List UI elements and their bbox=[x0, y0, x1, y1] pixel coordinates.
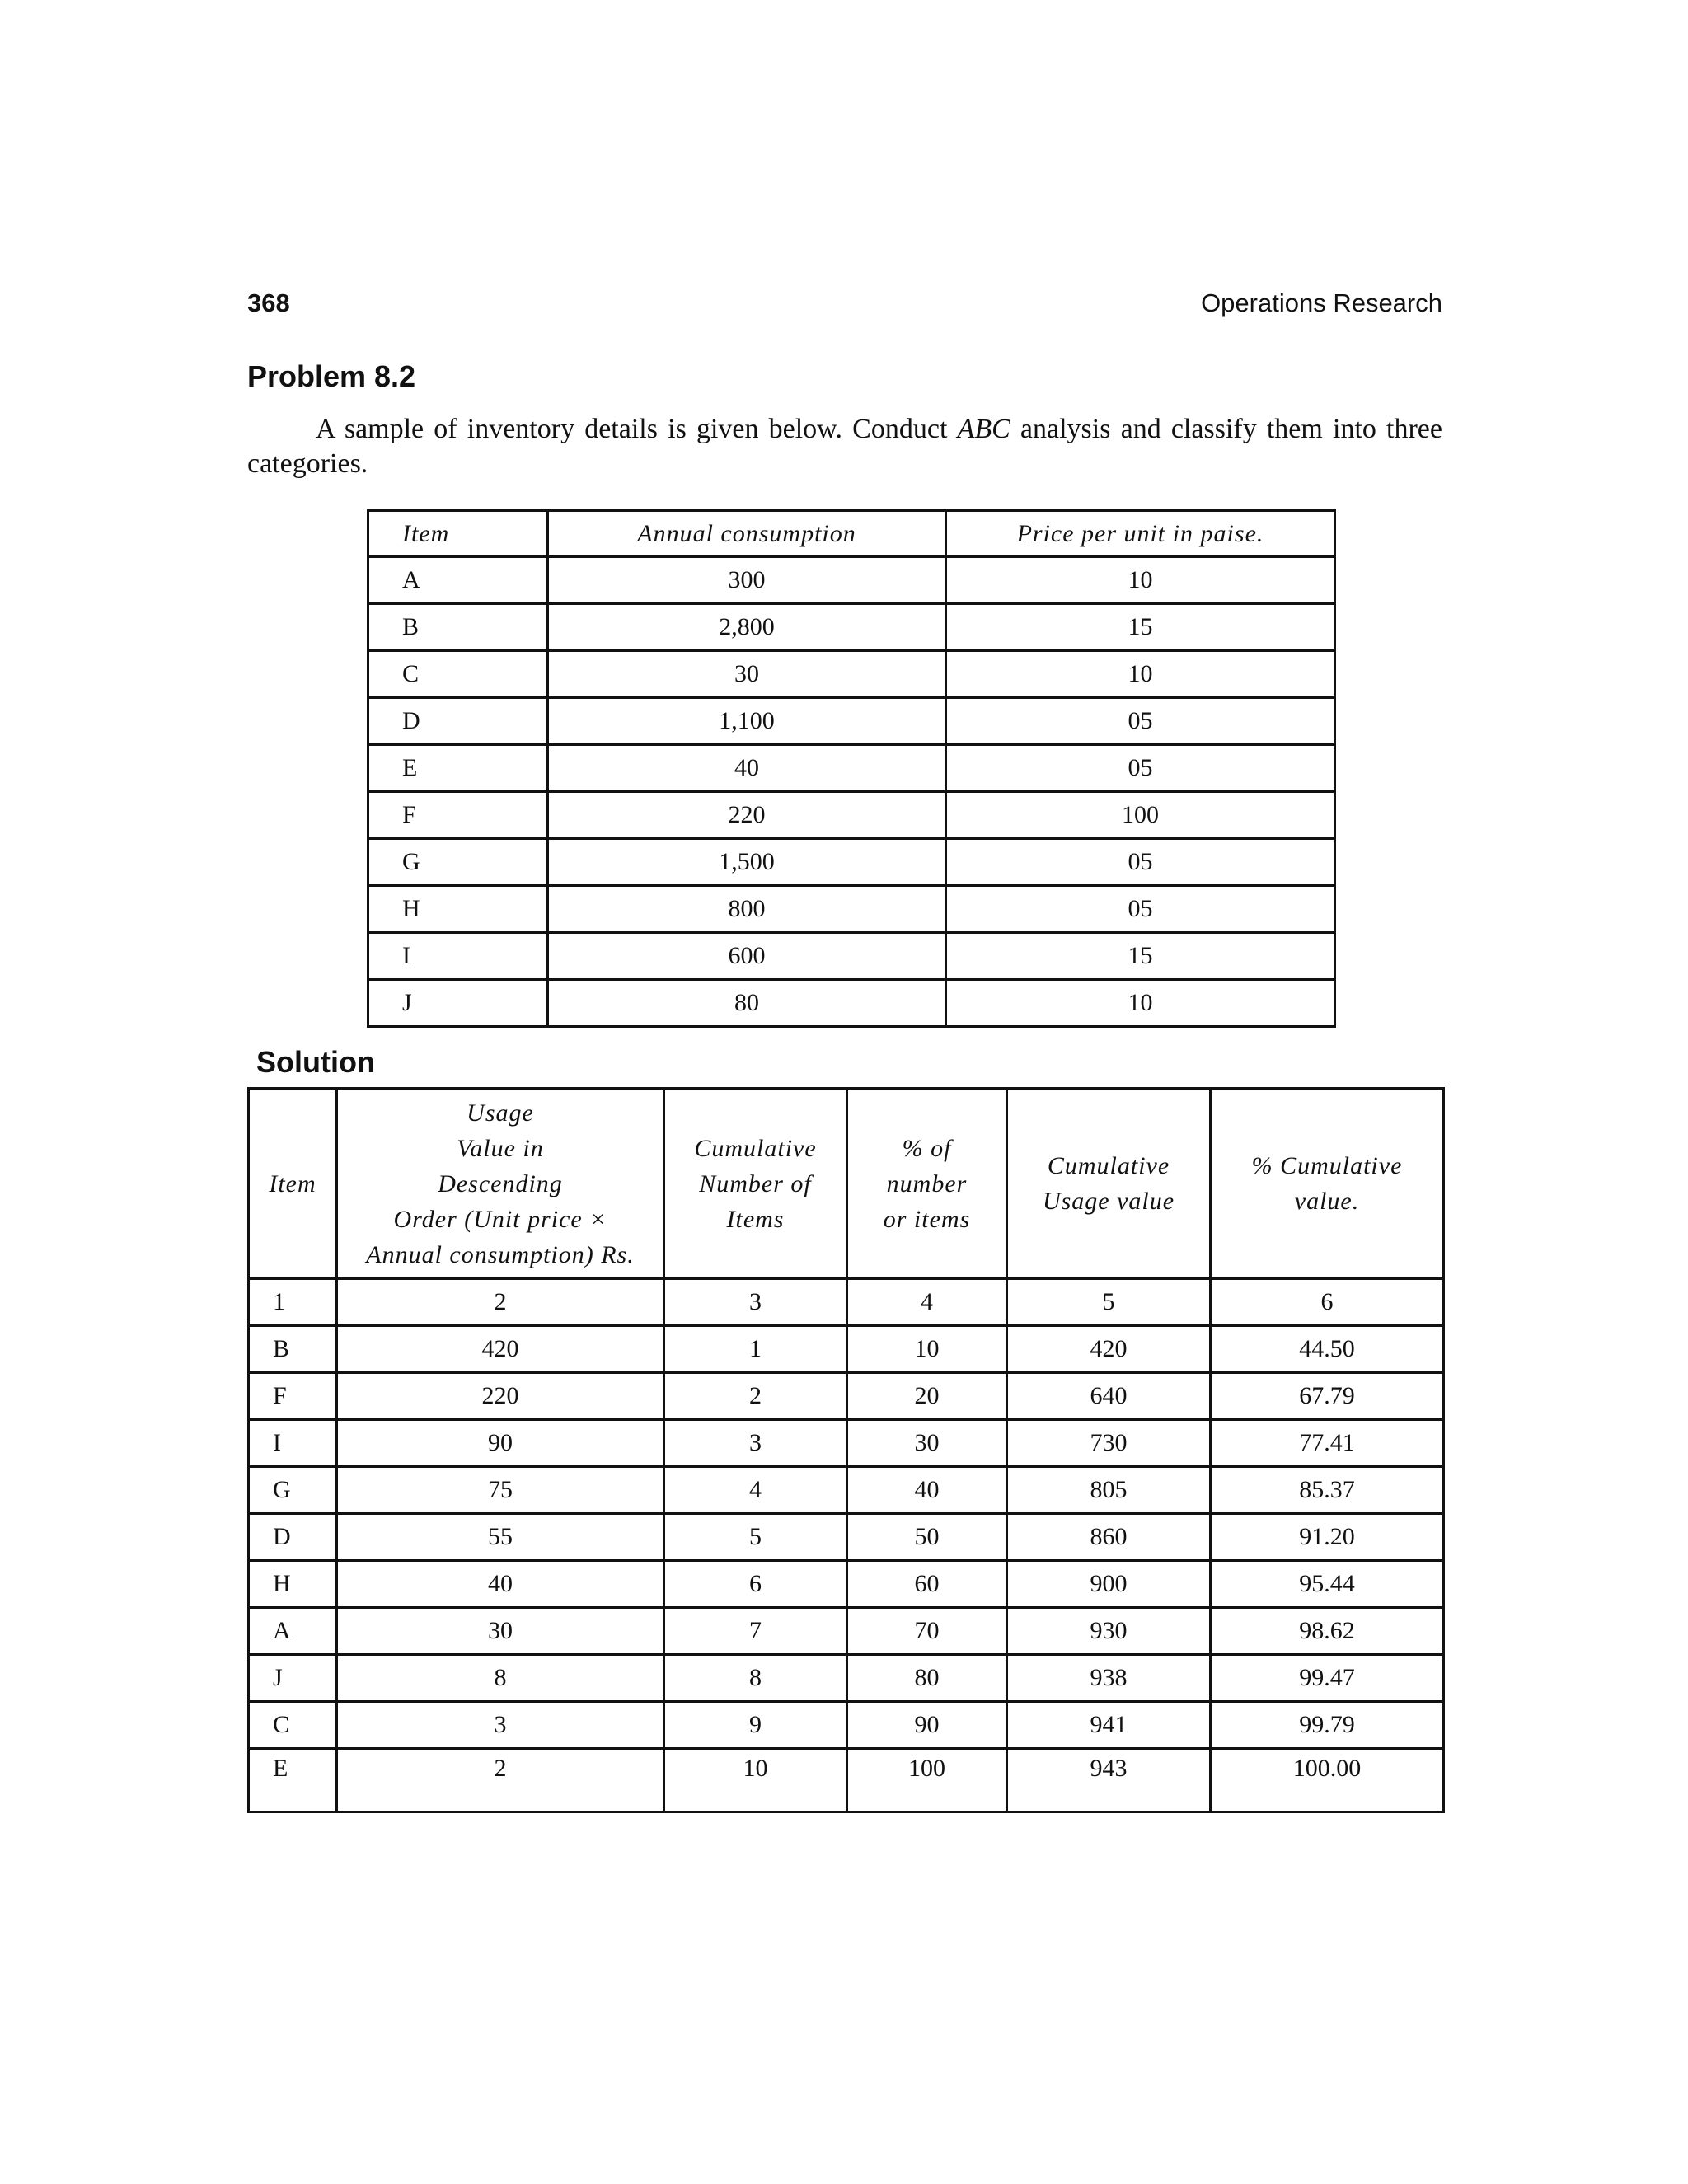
inventory-cell-consumption: 2,800 bbox=[548, 604, 946, 651]
solution-cell-usage-value: 90 bbox=[337, 1420, 664, 1467]
inventory-cell-price: 05 bbox=[946, 745, 1335, 792]
solution-cell-cumulative-usage: 941 bbox=[1007, 1702, 1211, 1749]
header-line: Value in bbox=[457, 1134, 544, 1162]
solution-header-usage-value bbox=[337, 1089, 664, 1279]
solution-cell-percent-number: 100 bbox=[847, 1749, 1007, 1812]
inventory-cell-item: E bbox=[368, 745, 548, 792]
header-line: Descending bbox=[438, 1169, 563, 1197]
solution-cell-item: C bbox=[249, 1702, 337, 1749]
column-number-cell: 6 bbox=[1211, 1279, 1444, 1326]
solution-cell-cumulative-usage: 420 bbox=[1007, 1326, 1211, 1373]
inventory-cell-consumption: 600 bbox=[548, 933, 946, 980]
solution-header-percent-number bbox=[847, 1089, 1007, 1279]
solution-cell-percent-number: 30 bbox=[847, 1420, 1007, 1467]
solution-cell-cumulative-usage: 730 bbox=[1007, 1420, 1211, 1467]
header-line: Annual consumption) Rs. bbox=[366, 1240, 635, 1268]
header-line: Items bbox=[726, 1205, 785, 1233]
solution-cell-percent-cumulative: 67.79 bbox=[1211, 1373, 1444, 1420]
inventory-row bbox=[368, 698, 1335, 745]
inventory-cell-consumption: 800 bbox=[548, 886, 946, 933]
solution-cell-item: A bbox=[249, 1608, 337, 1655]
solution-cell-item: G bbox=[249, 1467, 337, 1514]
solution-title: Solution bbox=[256, 1045, 375, 1079]
solution-cell-cumulative-number: 2 bbox=[664, 1373, 847, 1420]
solution-header-percent-cumulative bbox=[1211, 1089, 1444, 1279]
solution-cell-item: E bbox=[249, 1749, 337, 1812]
inventory-cell-price: 10 bbox=[946, 557, 1335, 604]
solution-row bbox=[249, 1420, 1444, 1467]
problem-title: Problem 8.2 bbox=[247, 359, 416, 393]
problem-statement-part1: A sample of inventory details is given below. Conduct bbox=[316, 414, 958, 444]
solution-cell-usage-value: 75 bbox=[337, 1467, 664, 1514]
column-number-cell: 1 bbox=[249, 1279, 337, 1326]
solution-cell-usage-value: 40 bbox=[337, 1561, 664, 1608]
solution-cell-percent-cumulative: 98.62 bbox=[1211, 1608, 1444, 1655]
solution-cell-percent-number: 70 bbox=[847, 1608, 1007, 1655]
inventory-row bbox=[368, 886, 1335, 933]
solution-cell-cumulative-number: 1 bbox=[664, 1326, 847, 1373]
solution-cell-cumulative-usage: 640 bbox=[1007, 1373, 1211, 1420]
inventory-cell-item: F bbox=[368, 792, 548, 839]
inventory-cell-consumption: 300 bbox=[548, 557, 946, 604]
solution-cell-percent-cumulative: 44.50 bbox=[1211, 1326, 1444, 1373]
problem-statement-emphasis: ABC bbox=[957, 414, 1010, 444]
solution-cell-item: F bbox=[249, 1373, 337, 1420]
column-number-cell: 4 bbox=[847, 1279, 1007, 1326]
inventory-cell-item: C bbox=[368, 651, 548, 698]
solution-row bbox=[249, 1702, 1444, 1749]
inventory-cell-price: 100 bbox=[946, 792, 1335, 839]
solution-cell-usage-value: 3 bbox=[337, 1702, 664, 1749]
solution-cell-usage-value: 55 bbox=[337, 1514, 664, 1561]
solution-cell-cumulative-usage: 805 bbox=[1007, 1467, 1211, 1514]
solution-cell-item: J bbox=[249, 1655, 337, 1702]
inventory-row bbox=[368, 792, 1335, 839]
solution-cell-cumulative-usage: 930 bbox=[1007, 1608, 1211, 1655]
solution-cell-cumulative-number: 5 bbox=[664, 1514, 847, 1561]
column-number-row bbox=[249, 1279, 1444, 1326]
solution-cell-cumulative-number: 9 bbox=[664, 1702, 847, 1749]
solution-cell-cumulative-usage: 938 bbox=[1007, 1655, 1211, 1702]
inventory-cell-consumption: 1,500 bbox=[548, 839, 946, 886]
inventory-cell-consumption: 1,100 bbox=[548, 698, 946, 745]
inventory-cell-item: B bbox=[368, 604, 548, 651]
inventory-row bbox=[368, 557, 1335, 604]
inventory-cell-price: 05 bbox=[946, 886, 1335, 933]
inventory-cell-consumption: 80 bbox=[548, 980, 946, 1027]
inventory-header-price: Price per unit in paise. bbox=[946, 511, 1335, 557]
running-head bbox=[247, 288, 1442, 321]
header-line: % of bbox=[902, 1134, 952, 1162]
solution-cell-cumulative-usage: 900 bbox=[1007, 1561, 1211, 1608]
solution-cell-usage-value: 220 bbox=[337, 1373, 664, 1420]
solution-cell-percent-number: 50 bbox=[847, 1514, 1007, 1561]
inventory-cell-item: A bbox=[368, 557, 548, 604]
header-line: Number of bbox=[699, 1169, 812, 1197]
inventory-table-header bbox=[368, 511, 1335, 557]
inventory-row bbox=[368, 745, 1335, 792]
inventory-cell-price: 15 bbox=[946, 933, 1335, 980]
inventory-header-item: Item bbox=[368, 511, 548, 557]
inventory-cell-item: D bbox=[368, 698, 548, 745]
solution-cell-percent-cumulative: 85.37 bbox=[1211, 1467, 1444, 1514]
solution-cell-percent-cumulative: 77.41 bbox=[1211, 1420, 1444, 1467]
solution-cell-percent-cumulative: 91.20 bbox=[1211, 1514, 1444, 1561]
inventory-cell-consumption: 220 bbox=[548, 792, 946, 839]
header-line: Cumulative bbox=[1047, 1152, 1170, 1179]
header-line: % Cumulative bbox=[1251, 1152, 1403, 1179]
solution-cell-item: D bbox=[249, 1514, 337, 1561]
solution-row bbox=[249, 1467, 1444, 1514]
solution-cell-cumulative-number: 8 bbox=[664, 1655, 847, 1702]
solution-cell-cumulative-number: 10 bbox=[664, 1749, 847, 1812]
solution-cell-cumulative-usage: 860 bbox=[1007, 1514, 1211, 1561]
page-number: 368 bbox=[247, 288, 290, 317]
solution-cell-cumulative-number: 4 bbox=[664, 1467, 847, 1514]
solution-header-cumulative-usage bbox=[1007, 1089, 1211, 1279]
solution-cell-cumulative-usage: 943 bbox=[1007, 1749, 1211, 1812]
solution-table bbox=[247, 1087, 1445, 1813]
solution-cell-cumulative-number: 7 bbox=[664, 1608, 847, 1655]
textbook-page bbox=[247, 288, 1442, 1813]
solution-cell-percent-cumulative: 99.79 bbox=[1211, 1702, 1444, 1749]
inventory-cell-price: 10 bbox=[946, 980, 1335, 1027]
inventory-row bbox=[368, 651, 1335, 698]
solution-cell-usage-value: 30 bbox=[337, 1608, 664, 1655]
inventory-row bbox=[368, 839, 1335, 886]
solution-cell-cumulative-number: 6 bbox=[664, 1561, 847, 1608]
inventory-cell-item: G bbox=[368, 839, 548, 886]
header-line: Usage bbox=[467, 1099, 534, 1127]
solution-cell-percent-number: 10 bbox=[847, 1326, 1007, 1373]
solution-cell-cumulative-number: 3 bbox=[664, 1420, 847, 1467]
column-number-cell: 3 bbox=[664, 1279, 847, 1326]
inventory-row bbox=[368, 933, 1335, 980]
header-line: Usage value bbox=[1042, 1188, 1175, 1215]
inventory-table bbox=[367, 509, 1336, 1028]
solution-row bbox=[249, 1514, 1444, 1561]
solution-row bbox=[249, 1561, 1444, 1608]
solution-cell-item: H bbox=[249, 1561, 337, 1608]
header-line: or items bbox=[883, 1205, 971, 1233]
solution-header-item bbox=[249, 1089, 337, 1279]
inventory-cell-price: 05 bbox=[946, 698, 1335, 745]
solution-cell-usage-value: 2 bbox=[337, 1749, 664, 1812]
solution-cell-usage-value: 420 bbox=[337, 1326, 664, 1373]
solution-cell-percent-cumulative: 95.44 bbox=[1211, 1561, 1444, 1608]
header-line: Order (Unit price × bbox=[393, 1205, 607, 1233]
solution-cell-item: I bbox=[249, 1420, 337, 1467]
header-line: Item bbox=[269, 1169, 316, 1197]
solution-cell-usage-value: 8 bbox=[337, 1655, 664, 1702]
solution-cell-item: B bbox=[249, 1326, 337, 1373]
solution-cell-percent-cumulative: 99.47 bbox=[1211, 1655, 1444, 1702]
solution-row bbox=[249, 1655, 1444, 1702]
solution-header-cumulative-number bbox=[664, 1089, 847, 1279]
column-number-cell: 5 bbox=[1007, 1279, 1211, 1326]
inventory-row bbox=[368, 980, 1335, 1027]
solution-row bbox=[249, 1373, 1444, 1420]
inventory-cell-price: 10 bbox=[946, 651, 1335, 698]
solution-cell-percent-number: 80 bbox=[847, 1655, 1007, 1702]
inventory-header-consumption: Annual consumption bbox=[548, 511, 946, 557]
inventory-cell-consumption: 40 bbox=[548, 745, 946, 792]
solution-cell-percent-cumulative: 100.00 bbox=[1211, 1749, 1444, 1812]
inventory-cell-item: J bbox=[368, 980, 548, 1027]
inventory-cell-consumption: 30 bbox=[548, 651, 946, 698]
solution-cell-percent-number: 40 bbox=[847, 1467, 1007, 1514]
book-title: Operations Research bbox=[1201, 288, 1442, 317]
solution-row bbox=[249, 1326, 1444, 1373]
solution-cell-percent-number: 90 bbox=[847, 1702, 1007, 1749]
solution-cell-percent-number: 60 bbox=[847, 1561, 1007, 1608]
inventory-cell-price: 15 bbox=[946, 604, 1335, 651]
column-number-cell: 2 bbox=[337, 1279, 664, 1326]
inventory-cell-item: H bbox=[368, 886, 548, 933]
header-line: number bbox=[886, 1169, 968, 1197]
header-line: value. bbox=[1294, 1188, 1360, 1215]
inventory-cell-price: 05 bbox=[946, 839, 1335, 886]
problem-statement-part2: analysis and classify them into three categories. bbox=[247, 414, 1442, 479]
solution-table-header bbox=[249, 1089, 1444, 1279]
solution-cell-percent-number: 20 bbox=[847, 1373, 1007, 1420]
inventory-cell-item: I bbox=[368, 933, 548, 980]
header-line: Cumulative bbox=[694, 1134, 817, 1162]
solution-row bbox=[249, 1749, 1444, 1812]
solution-row bbox=[249, 1608, 1444, 1655]
inventory-row bbox=[368, 604, 1335, 651]
problem-statement bbox=[247, 412, 1442, 481]
